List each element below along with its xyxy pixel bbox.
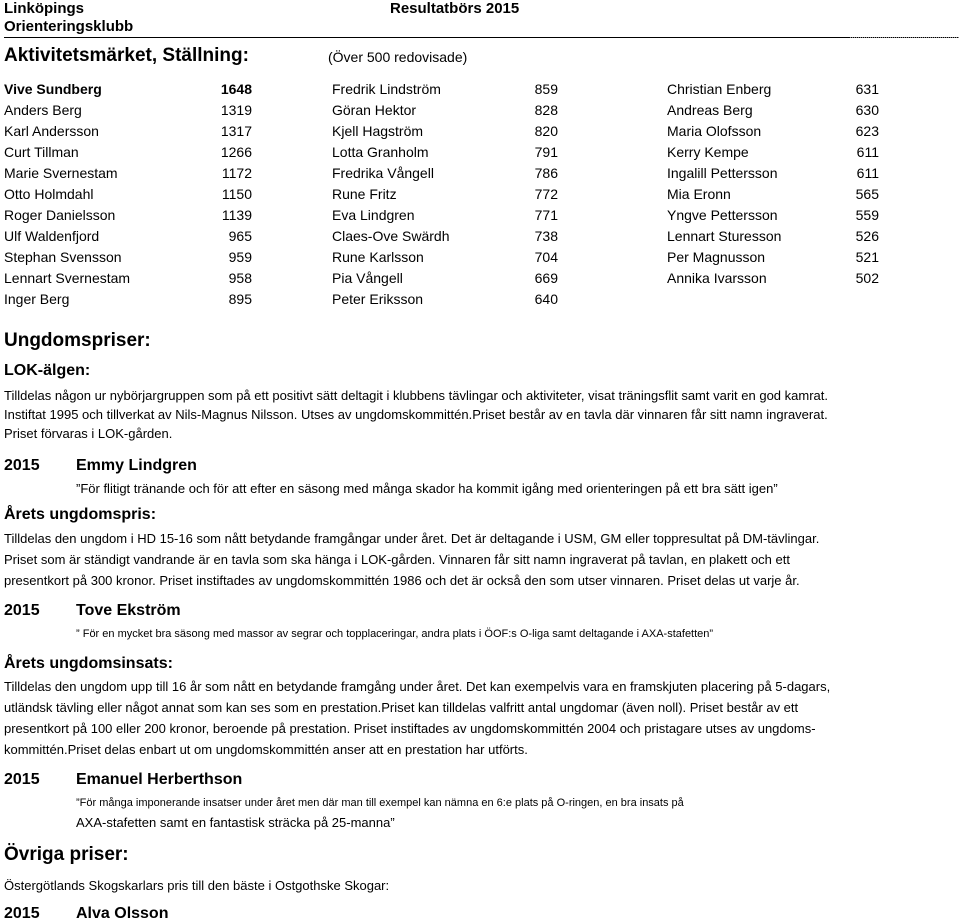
arets-ungdomspris-description xyxy=(4,528,819,591)
arets-ungdomspris-year: 2015 xyxy=(4,602,40,619)
participant-name: Ulf Waldenfjord xyxy=(4,228,100,244)
arets-ungdomspris-heading: Årets ungdomspris: xyxy=(4,506,157,523)
participant-name: Inger Berg xyxy=(4,291,70,307)
document-title: Resultatbörs 2015 xyxy=(390,0,520,17)
arets-ungdomspris-line: Priset som är ständigt vandrande är en tavla som ska hänga i LOK-gården. Vinnaren får sitt namn ingraverat på tavlan, en plakett och ett xyxy=(4,552,790,567)
arets-ungdomsinsats-line: kommittén.Priset delas enbart ut om ungdomskommittén anser att en prestation har utförts. xyxy=(4,742,528,757)
participant-points: 1266 xyxy=(220,144,252,160)
arets-ungdomsinsats-line: utländsk tävling eller något annat som kan ses som en prestation.Priset kan tilldelas valfritt antal ungdomar (även noll). Priset består av ett xyxy=(4,700,799,715)
participant-name: Karl Andersson xyxy=(4,123,99,139)
participant-points: 859 xyxy=(534,81,558,97)
arets-ungdomspris-line: presentkort på 300 kronor. Priset instiftades av ungdomskommittén 1986 och det är också den som utser vinnaren. Priset delas ut varje år. xyxy=(4,573,800,588)
participant-points: 631 xyxy=(855,81,879,97)
participant-name: Pia Vångell xyxy=(332,270,403,286)
participant-points: 771 xyxy=(534,207,558,223)
participant-name: Per Magnusson xyxy=(667,249,766,265)
ovriga-section-title: Övriga priser: xyxy=(4,844,129,865)
ovriga-winner-name: Alva Olsson xyxy=(76,905,169,922)
arets-ungdomsinsats-motivation-line1: ”För många imponerande insatser under året men där man till exempel kan nämna en 6:e plats på O-ringen, en bra insats på xyxy=(76,797,684,809)
ungdom-section-title: Ungdomspriser: xyxy=(4,330,151,351)
participant-name: Curt Tillman xyxy=(4,144,79,160)
participant-name: Peter Eriksson xyxy=(332,291,424,307)
lok-description xyxy=(4,386,828,443)
participant-name: Fredrika Vångell xyxy=(332,165,434,181)
participant-name: Lennart Svernestam xyxy=(4,270,131,286)
participant-name: Rune Fritz xyxy=(332,186,397,202)
organization-name-line1: Linköpings xyxy=(4,0,84,17)
arets-ungdomsinsats-motivation-line2: AXA-stafetten samt en fantastisk sträcka på 25-manna” xyxy=(76,815,395,830)
organization-name-line2: Orienteringsklubb xyxy=(4,18,134,35)
participant-points: 526 xyxy=(855,228,879,244)
participant-name: Stephan Svensson xyxy=(4,249,122,265)
lok-heading: LOK-älgen: xyxy=(4,362,91,379)
participant-name: Vive Sundberg xyxy=(4,81,102,97)
participant-points: 965 xyxy=(228,228,252,244)
participant-points: 820 xyxy=(534,123,558,139)
participant-points: 559 xyxy=(855,207,879,223)
arets-ungdomsinsats-description xyxy=(4,676,830,760)
ovriga-description: Östergötlands Skogskarlars pris till den bäste i Ostgothske Skogar: xyxy=(4,878,390,893)
participant-name: Göran Hektor xyxy=(332,102,417,118)
participant-points: 958 xyxy=(228,270,252,286)
arets-ungdomspris-name: Tove Ekström xyxy=(76,602,181,619)
participant-points: 959 xyxy=(228,249,252,265)
participant-points: 623 xyxy=(855,123,879,139)
lok-description-line: Instiftat 1995 och tillverkat av Nils-Magnus Nilsson. Utses av ungdomskommittén.Priset består av en tavla där vinnaren får sitt namn ingraverat. xyxy=(4,407,828,422)
participant-points: 1317 xyxy=(220,123,252,139)
participant-name: Eva Lindgren xyxy=(332,207,415,223)
participant-points: 772 xyxy=(534,186,558,202)
participant-points: 640 xyxy=(534,291,558,307)
participant-name: Mia Eronn xyxy=(667,186,731,202)
participant-name: Rune Karlsson xyxy=(332,249,424,265)
participant-name: Yngve Pettersson xyxy=(667,207,778,223)
participant-points: 502 xyxy=(855,270,879,286)
participant-name: Anders Berg xyxy=(4,102,82,118)
arets-ungdomsinsats-name: Emanuel Herberthson xyxy=(76,771,243,788)
arets-ungdomspris-motivation: ” För en mycket bra säsong med massor av segrar och topplaceringar, andra plats i ÖOF:s O-liga samt deltagande i AXA-stafetten” xyxy=(76,628,714,640)
participant-points: 630 xyxy=(855,102,879,118)
participant-name: Marie Svernestam xyxy=(4,165,118,181)
ovriga-winner-year: 2015 xyxy=(4,905,40,922)
arets-ungdomsinsats-heading: Årets ungdomsinsats: xyxy=(4,655,173,672)
arets-ungdomsinsats-line: Tilldelas den ungdom upp till 16 år som nått en betydande framgång under året. Det kan exempelvis vara en framskjuten placering på 5-dagars, xyxy=(4,679,831,694)
participant-points: 565 xyxy=(855,186,879,202)
participant-points: 1648 xyxy=(220,81,252,97)
aktivitet-section-title: Aktivitetsmärket, Ställning: xyxy=(4,45,249,66)
arets-ungdomspris-line: Tilldelas den ungdom i HD 15-16 som nått betydande framgångar under året. Det är deltagande i USM, GM eller toppresultat på DM-tävlingar. xyxy=(4,531,820,546)
participant-name: Roger Danielsson xyxy=(4,207,116,223)
participant-points: 828 xyxy=(534,102,558,118)
participant-name: Lotta Granholm xyxy=(332,144,429,160)
lok-winner-year: 2015 xyxy=(4,457,40,474)
lok-description-line: Priset förvaras i LOK-gården. xyxy=(4,426,173,441)
participant-points: 1319 xyxy=(220,102,252,118)
organization-name xyxy=(4,0,133,36)
participant-points: 611 xyxy=(856,165,879,181)
participant-name: Christian Enberg xyxy=(667,81,772,97)
participant-name: Fredrik Lindström xyxy=(332,81,441,97)
participant-points: 704 xyxy=(534,249,558,265)
participant-points: 786 xyxy=(534,165,558,181)
lok-description-line: Tilldelas någon ur nybörjargruppen som på ett positivt sätt deltagit i klubbens tävlingar och aktiviteter, visat träningsflit samt varit en god kamrat. xyxy=(4,388,828,403)
participant-points: 895 xyxy=(228,291,252,307)
participant-name: Kerry Kempe xyxy=(667,144,749,160)
participant-points: 1139 xyxy=(221,207,252,223)
participant-name: Otto Holmdahl xyxy=(4,186,94,202)
participant-points: 669 xyxy=(534,270,558,286)
participant-name: Kjell Hagström xyxy=(332,123,424,139)
lok-winner-name: Emmy Lindgren xyxy=(76,457,197,474)
participant-name: Lennart Sturesson xyxy=(667,228,782,244)
participant-name: Andreas Berg xyxy=(667,102,753,118)
participant-points: 521 xyxy=(855,249,879,265)
participant-points: 791 xyxy=(534,144,558,160)
participant-name: Claes-Ove Swärdh xyxy=(332,228,450,244)
participant-name: Maria Olofsson xyxy=(667,123,762,139)
aktivitet-note: (Över 500 redovisade) xyxy=(328,49,468,65)
participant-points: 611 xyxy=(856,144,879,160)
participant-points: 1172 xyxy=(221,165,252,181)
participant-points: 738 xyxy=(534,228,558,244)
arets-ungdomsinsats-line: presentkort på 100 eller 200 kronor, beroende på prestation. Priset instiftades av ungdomskommittén 2004 och pristagare utses av ungdoms- xyxy=(4,721,816,736)
header-divider-dotted xyxy=(850,37,959,38)
header-divider xyxy=(4,37,959,38)
participant-points: 1150 xyxy=(221,186,252,202)
lok-winner-motivation: ”För flitigt tränande och för att efter en säsong med många skador ha kommit igång med orienteringen på ett bra sätt igen” xyxy=(76,481,778,496)
participant-name: Annika Ivarsson xyxy=(667,270,767,286)
participant-name: Ingalill Pettersson xyxy=(667,165,778,181)
arets-ungdomsinsats-year: 2015 xyxy=(4,771,40,788)
